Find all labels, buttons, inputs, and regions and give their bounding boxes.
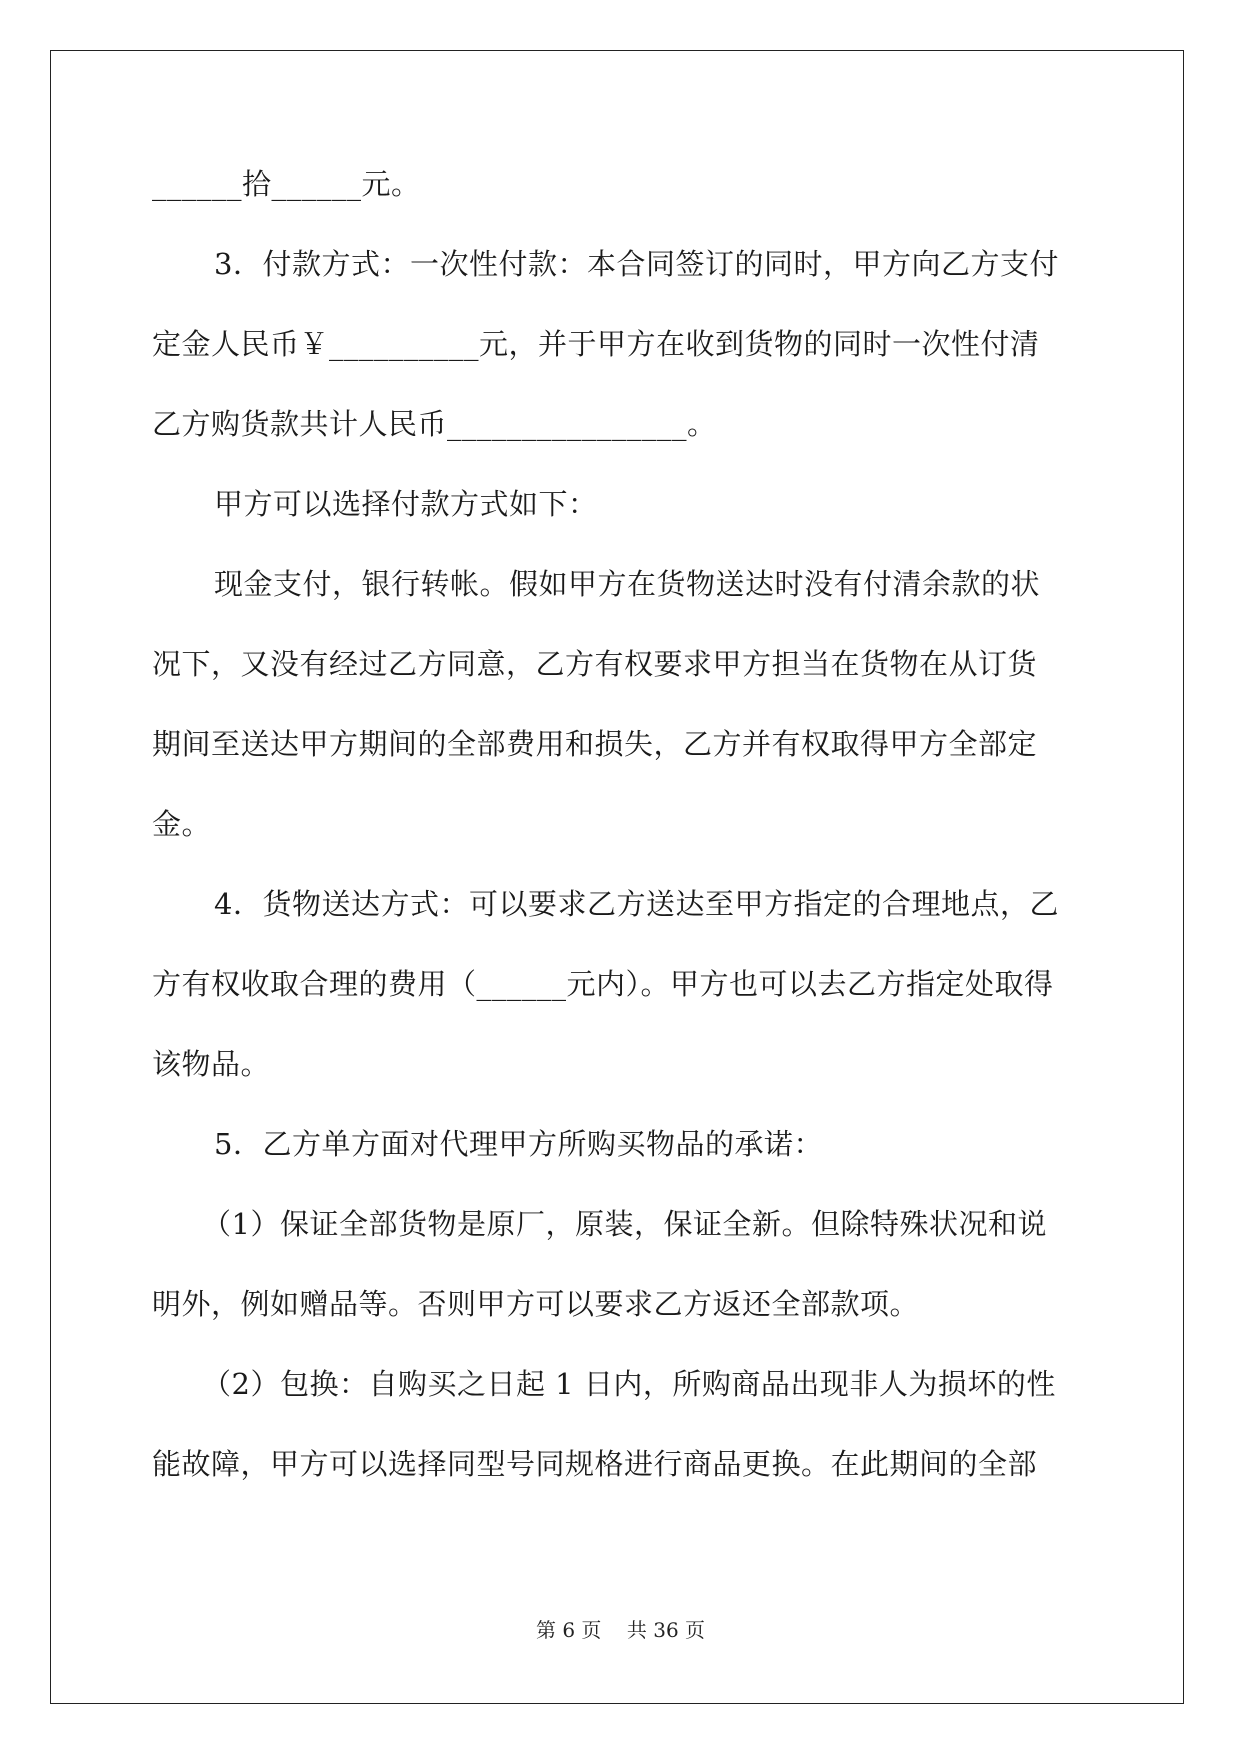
text-line: （1）保证全部货物是原厂，原装，保证全新。但除特殊状况和说: [202, 1207, 1047, 1241]
text-line: 金。: [152, 807, 212, 841]
text-line: 定金人民币￥__________元，并于甲方在收到货物的同时一次性付清: [152, 327, 1040, 361]
text-line: 现金支付，银行转帐。假如甲方在货物送达时没有付清余款的状: [214, 567, 1041, 601]
text-line: 3．付款方式：一次性付款：本合同签订的同时，甲方向乙方支付: [214, 247, 1059, 281]
text-line: 4．货物送达方式：可以要求乙方送达至甲方指定的合理地点，乙: [214, 887, 1059, 921]
text-line: 况下，又没有经过乙方同意，乙方有权要求甲方担当在货物在从订货: [152, 647, 1038, 681]
text-line: 乙方购货款共计人民币________________。: [152, 407, 717, 441]
text-line: 能故障，甲方可以选择同型号同规格进行商品更换。在此期间的全部: [152, 1447, 1038, 1481]
page-number: 第 6 页: [535, 1618, 602, 1642]
text-line: （2）包换：自购买之日起 1 日内，所购商品出现非人为损坏的性: [202, 1367, 1056, 1401]
text-line: 甲方可以选择付款方式如下：: [214, 487, 598, 521]
text-line: 该物品。: [152, 1047, 271, 1081]
text-line: 明外，例如赠品等。否则甲方可以要求乙方返还全部款项。: [152, 1287, 920, 1321]
page-total: 共 36 页: [626, 1618, 706, 1642]
text-line: 期间至送达甲方期间的全部费用和损失，乙方并有权取得甲方全部定: [152, 727, 1038, 761]
page-footer: [0, 1614, 1241, 1643]
text-line: ______拾______元。: [152, 167, 421, 201]
text-line: 5．乙方单方面对代理甲方所购买物品的承诺：: [214, 1127, 823, 1161]
text-line: 方有权收取合理的费用（______元内）。甲方也可以去乙方指定处取得: [152, 967, 1054, 1001]
